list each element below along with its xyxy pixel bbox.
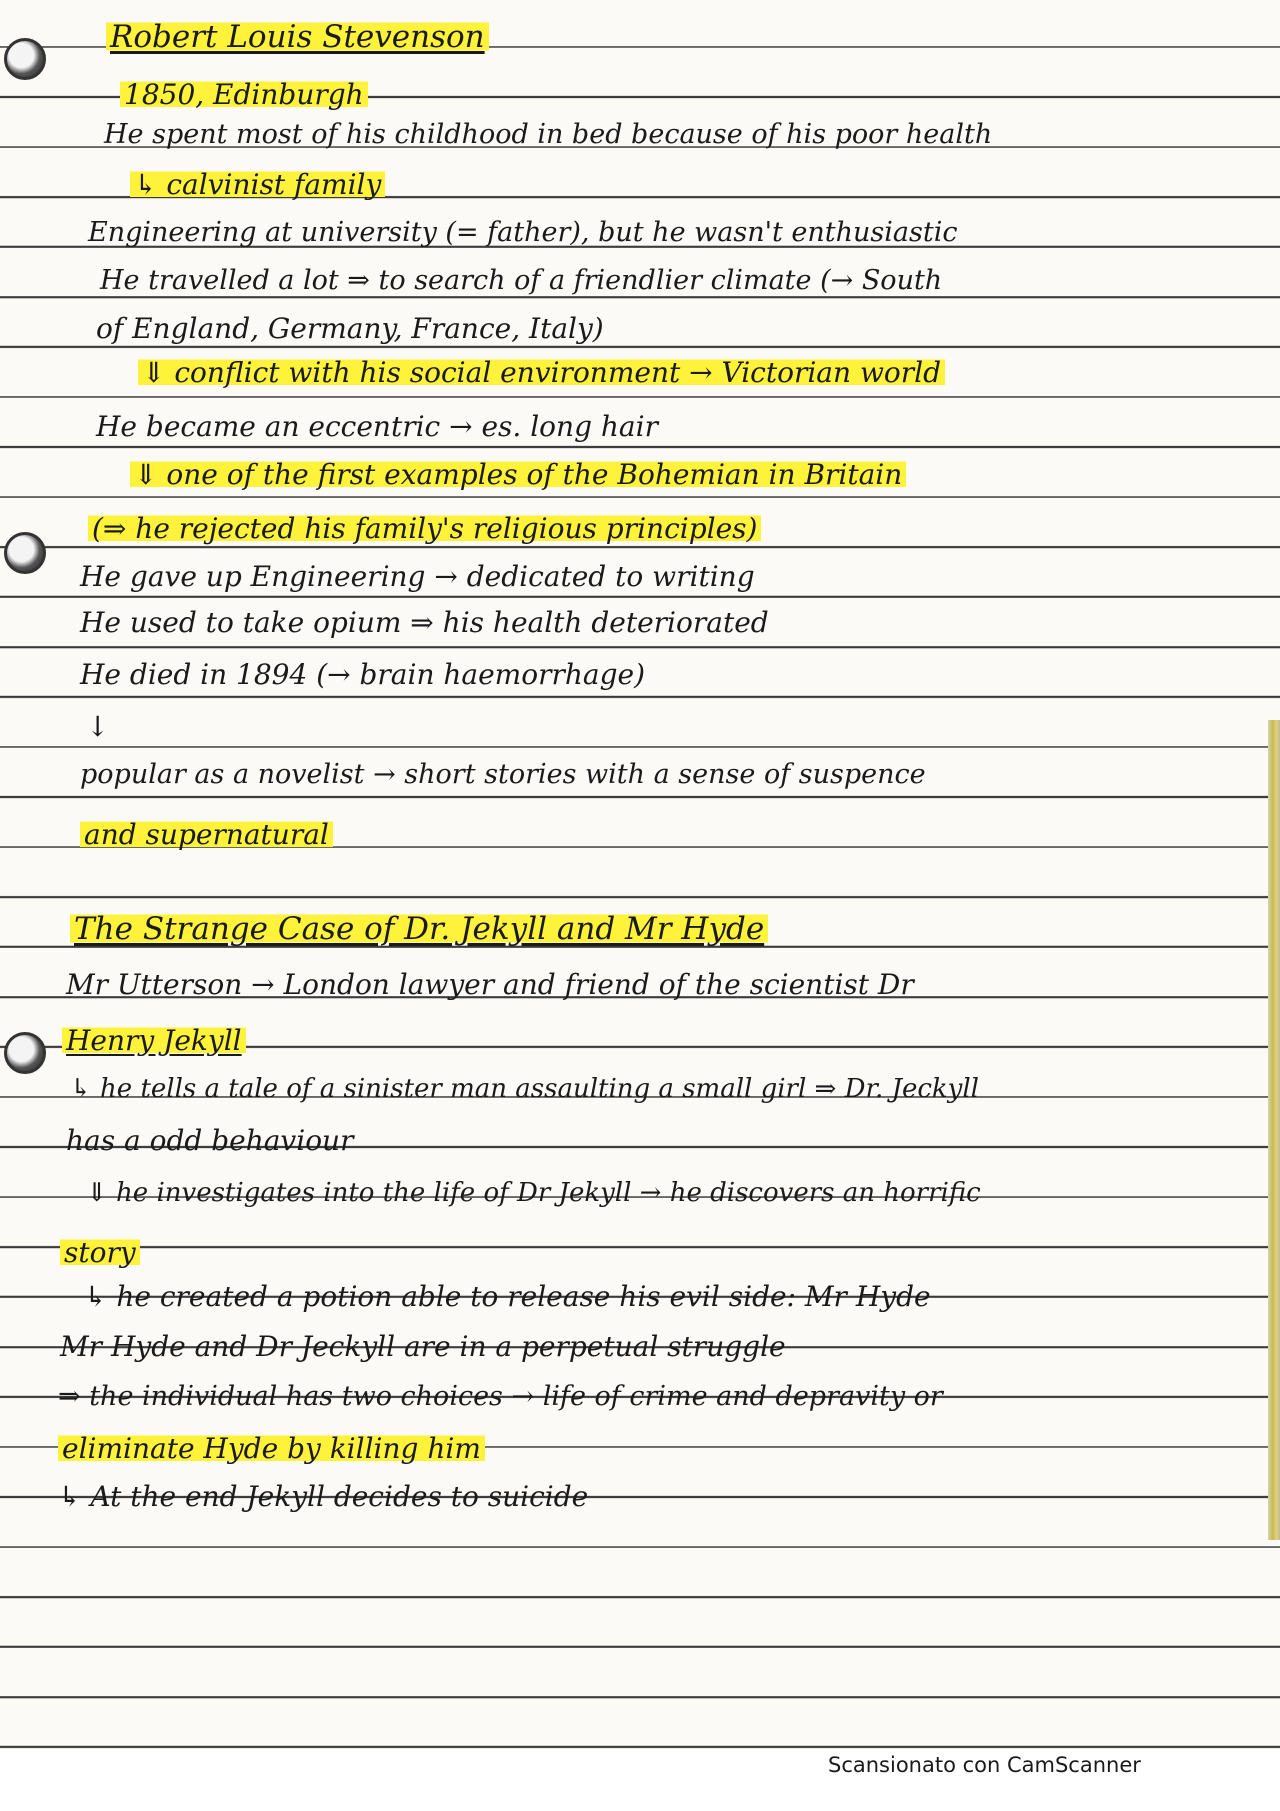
note-line: eliminate Hyde by killing him [58,1432,485,1466]
note-line: He used to take opium ⇒ his health deteriorated [80,606,769,639]
note-line: Engineering at university (= father), but he wasn't enthusiastic [88,217,958,248]
note-line: of England, Germany, France, Italy) [96,312,604,345]
note-line: Mr Utterson → London lawyer and friend of the scientist Dr [66,968,914,1001]
note-line: and supernatural [80,818,333,852]
note-line: popular as a novelist → short stories with a sense of suspence [80,759,926,790]
author-heading: Robert Louis Stevenson [106,19,489,55]
note-line: He travelled a lot ⇒ to search of a friendlier climate (→ South [100,265,943,296]
down-arrow: ↓ [86,710,110,743]
note-line: ↳ he tells a tale of a sinister man assaulting a small girl ⇒ Dr. Jeckyll [70,1074,979,1104]
note-line: has a odd behaviour [66,1124,354,1157]
book-title-heading: The Strange Case of Dr. Jekyll and Mr Hyde [70,911,768,947]
note-line: ↳ calvinist family [130,168,385,202]
note-line: ⇓ he investigates into the life of Dr Jekyll → he discovers an horrific [86,1178,981,1208]
scanner-watermark: Scansionato con CamScanner [828,1753,1141,1777]
note-line: (⇒ he rejected his family's religious principles) [88,512,761,546]
binder-ring-icon [4,532,46,574]
note-line: 1850, Edinburgh [120,78,368,112]
page-edge-strip [1268,720,1280,1540]
note-line: He spent most of his childhood in bed because of his poor health [104,119,993,150]
binder-ring-icon [4,1032,46,1074]
note-line: ⇓ conflict with his social environment → Victorian world [138,356,945,390]
note-line: story [60,1236,140,1270]
note-line: He died in 1894 (→ brain haemorrhage) [80,658,646,691]
note-line: ↳ At the end Jekyll decides to suicide [58,1480,589,1513]
note-line: ↳ he created a potion able to release his evil side: Mr Hyde [84,1280,931,1313]
note-line: ⇓ one of the first examples of the Bohemian in Britain [130,458,906,492]
note-line: ⇒ the individual has two choices → life of crime and depravity or [58,1381,943,1412]
binder-ring-icon [4,38,46,80]
note-line: Mr Hyde and Dr Jeckyll are in a perpetual struggle [60,1330,786,1363]
note-line: He gave up Engineering → dedicated to writing [80,560,755,593]
note-line [106,20,489,54]
note-line: He became an eccentric → es. long hair [96,410,658,443]
note-line [70,912,768,946]
note-line: Henry Jekyll [62,1024,246,1058]
